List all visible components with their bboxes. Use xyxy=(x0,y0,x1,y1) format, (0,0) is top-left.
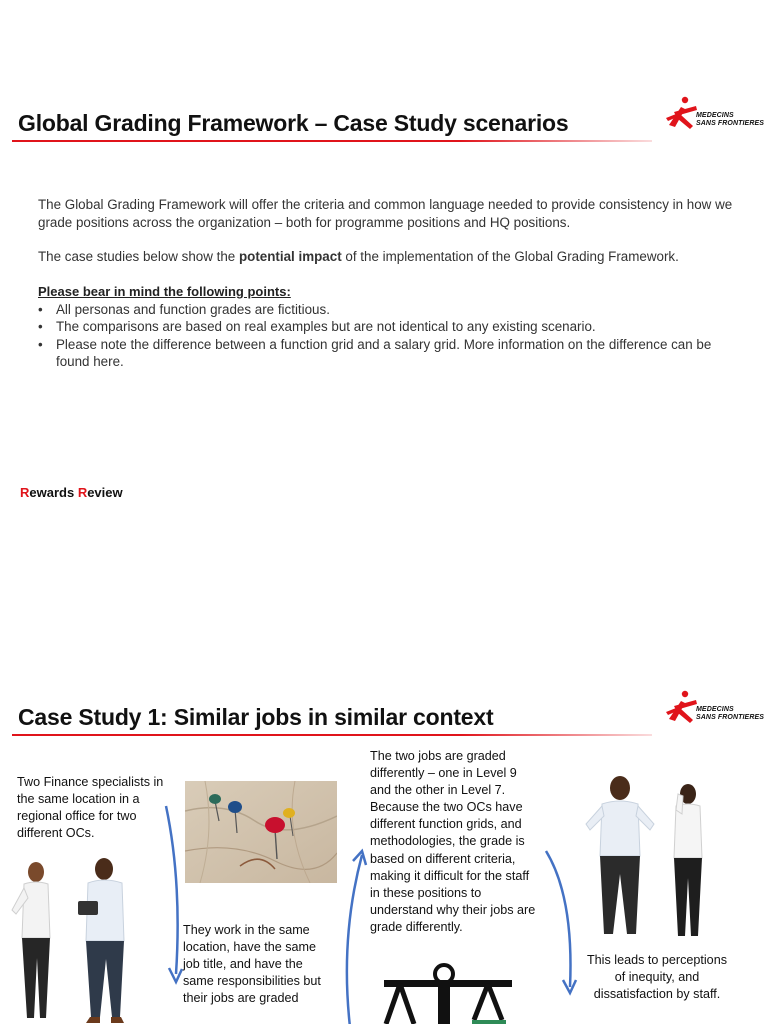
case-text-graded-differently: The two jobs are graded differently – one in Level 9 and the other in Level 7. Because the two OCs have different function grids, and methodologies, the grade is based on different criteria, making it difficult for the staff in these positions to understand why their jobs are grade differently. xyxy=(370,749,536,934)
person-icon xyxy=(76,855,134,1024)
slide-case-study-1 xyxy=(0,512,768,1024)
msf-logo-icon xyxy=(664,92,698,132)
logo-line-2: SANS FRONTIERES xyxy=(696,120,765,127)
curved-arrow-icon xyxy=(340,847,370,1024)
person-icon xyxy=(664,780,712,942)
msf-logo xyxy=(664,686,765,734)
impact-paragraph xyxy=(38,248,738,266)
msf-logo-icon xyxy=(664,686,698,726)
rewards-review-brand xyxy=(20,485,123,500)
logo-line-1: MEDECINS xyxy=(696,706,734,713)
case-text-situation: Two Finance specialists in the same location in a regional office for two different OCs. xyxy=(17,775,164,841)
impact-text-before: The case studies below show the xyxy=(38,249,239,264)
slide-title: Global Grading Framework – Case Study scenarios xyxy=(18,110,569,136)
map-pins-photo xyxy=(185,781,337,883)
points-list xyxy=(38,301,728,371)
list-item: • All personas and function grades are fictitious. xyxy=(38,301,728,318)
brand-word-review: eview xyxy=(87,485,123,500)
title-underline xyxy=(12,734,652,736)
points-heading: Please bear in mind the following points: xyxy=(38,284,291,299)
slide-title: Case Study 1: Similar jobs in similar context xyxy=(18,704,494,730)
brand-word-rewards: ewards xyxy=(29,485,78,500)
title-underline xyxy=(12,140,652,142)
impact-text-after: of the implementation of the Global Grading Framework. xyxy=(341,249,679,264)
brand-letter-r: R xyxy=(77,485,88,500)
curved-arrow-icon xyxy=(540,847,580,997)
impact-text-bold: potential impact xyxy=(238,249,342,264)
msf-logo xyxy=(664,92,765,140)
logo-line-2: SANS FRONTIERES xyxy=(696,714,765,721)
scale-icon xyxy=(378,962,518,1024)
case-text-same-job: They work in the same location, have the same job title, and have the same responsibilities but their jobs are graded xyxy=(183,923,321,1006)
case-text-perception: This leads to perceptions of inequity, and dissatisfaction by staff. xyxy=(586,953,727,1002)
logo-line-1: MEDECINS xyxy=(696,112,734,119)
person-icon xyxy=(10,858,68,1024)
intro-paragraph: The Global Grading Framework will offer the criteria and common language needed to provide consistency in how we grade positions across the organization – both for programme positions and HQ positions. xyxy=(38,197,733,230)
list-item: • Please note the difference between a function grid and a salary grid. More information on the difference can be found here. xyxy=(38,336,728,371)
brand-letter-r: R xyxy=(20,485,30,500)
person-icon xyxy=(580,774,660,940)
list-item: • The comparisons are based on real examples but are not identical to any existing scenario. xyxy=(38,318,728,335)
